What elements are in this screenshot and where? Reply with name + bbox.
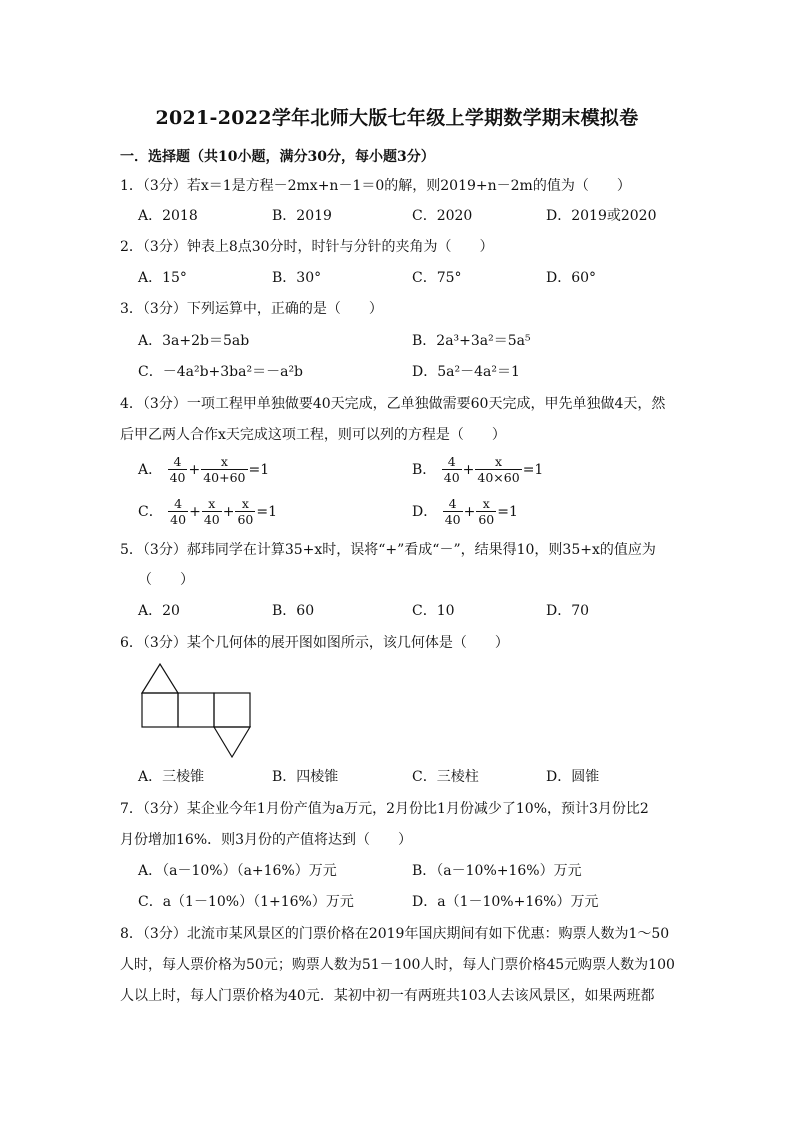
bottom-triangle	[214, 727, 250, 757]
section-heading: 一．选择题（共10小题，满分30分，每小题3分）	[120, 149, 435, 165]
fraction: $\frac{4}{40}$	[443, 454, 460, 485]
net-square-1	[142, 693, 178, 727]
question-4-line-2: 后甲乙两人合作x天完成这项工程，则可以列的方程是（ ）	[120, 427, 506, 443]
q3-option-a[interactable]: A．3a+2b＝5ab	[138, 333, 250, 349]
question-3: 3．（3分）下列运算中，正确的是（ ）	[120, 301, 383, 317]
q5-option-b[interactable]: B．60	[272, 603, 315, 619]
q4-option-c-label: C．	[138, 503, 163, 520]
q4-option-d-label: D．	[412, 503, 438, 520]
exam-title: 2021-2022学年北师大版七年级上学期数学期末模拟卷	[155, 107, 639, 129]
top-triangle	[142, 664, 178, 693]
q3-option-d[interactable]: D．5a²－4a²＝1	[412, 364, 520, 380]
q7-option-a[interactable]: A．（a－10%）（a+16%）万元	[138, 863, 337, 879]
question-7-line-2: 月份增加16%．则3月份的产值将达到（ ）	[120, 832, 413, 848]
q3-option-c[interactable]: C．－4a²b+3ba²＝－a²b	[138, 364, 304, 380]
q7-option-b[interactable]: B．（a－10%+16%）万元	[412, 863, 582, 879]
q1-option-b[interactable]: B．2019	[272, 208, 332, 224]
question-8-line-3: 人以上时，每人门票价格为40元．某初中初一有两班共103人去该风景区，如果两班都	[120, 988, 655, 1004]
q2-option-d[interactable]: D．60°	[546, 270, 597, 286]
q4-option-d[interactable]: D． $\frac{4}{40}$ + $\frac{x}{60}$ =1	[412, 496, 518, 527]
q7-option-c[interactable]: C．a（1－10%）（1+16%）万元	[138, 894, 354, 910]
q2-option-c[interactable]: C．75°	[412, 270, 462, 286]
q2-option-a[interactable]: A．15°	[138, 270, 187, 286]
question-8-line-2: 人时，每人票价格为50元；购票人数为51－100人时，每人门票价格45元购票人数为100	[120, 957, 675, 973]
q7-option-d[interactable]: D．a（1－10%+16%）万元	[412, 894, 599, 910]
q1-option-d[interactable]: D．2019或2020	[546, 208, 657, 224]
fraction: $\frac{x}{60}$	[237, 496, 254, 527]
q4-option-a[interactable]: A． $\frac{4}{40}$ + $\frac{x}{40+60}$ =1	[138, 454, 270, 485]
q5-option-d[interactable]: D．70	[546, 603, 590, 619]
question-8-line-1: 8．（3分）北流市某风景区的门票价格在2019年国庆期间有如下优惠：购票人数为1～50	[120, 926, 670, 942]
question-2: 2．（3分）钟表上8点30分时，时针与分针的夹角为（ ）	[120, 239, 494, 255]
q6-option-a[interactable]: A．三棱锥	[138, 769, 205, 785]
question-5-line-1: 5．（3分）郝玮同学在计算35+x时，误将“+”看成“－”，结果得10，则35+x的值应为	[120, 542, 656, 558]
net-square-2	[178, 693, 214, 727]
fraction: $\frac{4}{40}$	[170, 496, 187, 527]
fraction: $\frac{4}{40}$	[444, 496, 461, 527]
net-square-3	[214, 693, 250, 727]
q1-option-a[interactable]: A．2018	[138, 208, 198, 224]
fraction: $\frac{x}{40}$	[203, 496, 220, 527]
question-6: 6．（3分）某个几何体的展开图如图所示，该几何体是（ ）	[120, 635, 509, 651]
question-5-line-2: （ ）	[138, 572, 194, 588]
fraction: $\frac{x}{40+60}$	[203, 454, 246, 485]
q4-option-c[interactable]: C． $\frac{4}{40}$ + $\frac{x}{40}$ + $\frac{x}{60}$ =1	[138, 496, 277, 527]
q4-option-b[interactable]: B． $\frac{4}{40}$ + $\frac{x}{40\times 60}$ =1	[412, 454, 544, 485]
fraction: $\frac{x}{60}$	[478, 496, 495, 527]
q1-option-c[interactable]: C．2020	[412, 208, 473, 224]
q4-option-b-label: B．	[412, 461, 437, 478]
question-4-line-1: 4．（3分）一项工程甲单独做要40天完成，乙单独做需要60天完成，甲先单独做4天，然	[120, 396, 666, 412]
q6-option-c[interactable]: C．三棱柱	[412, 769, 479, 785]
q2-option-b[interactable]: B．30°	[272, 270, 322, 286]
prism-net-figure	[138, 660, 258, 762]
q5-option-c[interactable]: C．10	[412, 603, 455, 619]
question-7-line-1: 7．（3分）某企业今年1月份产值为a万元，2月份比1月份减少了10%，预计3月份比2	[120, 801, 649, 817]
question-1: 1．（3分）若x＝1是方程－2mx+n－1＝0的解，则2019+n－2m的值为（ ）	[120, 178, 631, 194]
q6-option-d[interactable]: D．圆锥	[546, 769, 600, 785]
fraction: $\frac{4}{40}$	[169, 454, 186, 485]
fraction: $\frac{x}{40\times 60}$	[477, 454, 520, 485]
q6-option-b[interactable]: B．四棱锥	[272, 769, 339, 785]
q3-option-b[interactable]: B．2a³+3a²＝5a⁵	[412, 333, 531, 349]
q4-option-a-label: A．	[138, 461, 163, 478]
q5-option-a[interactable]: A．20	[138, 603, 180, 619]
